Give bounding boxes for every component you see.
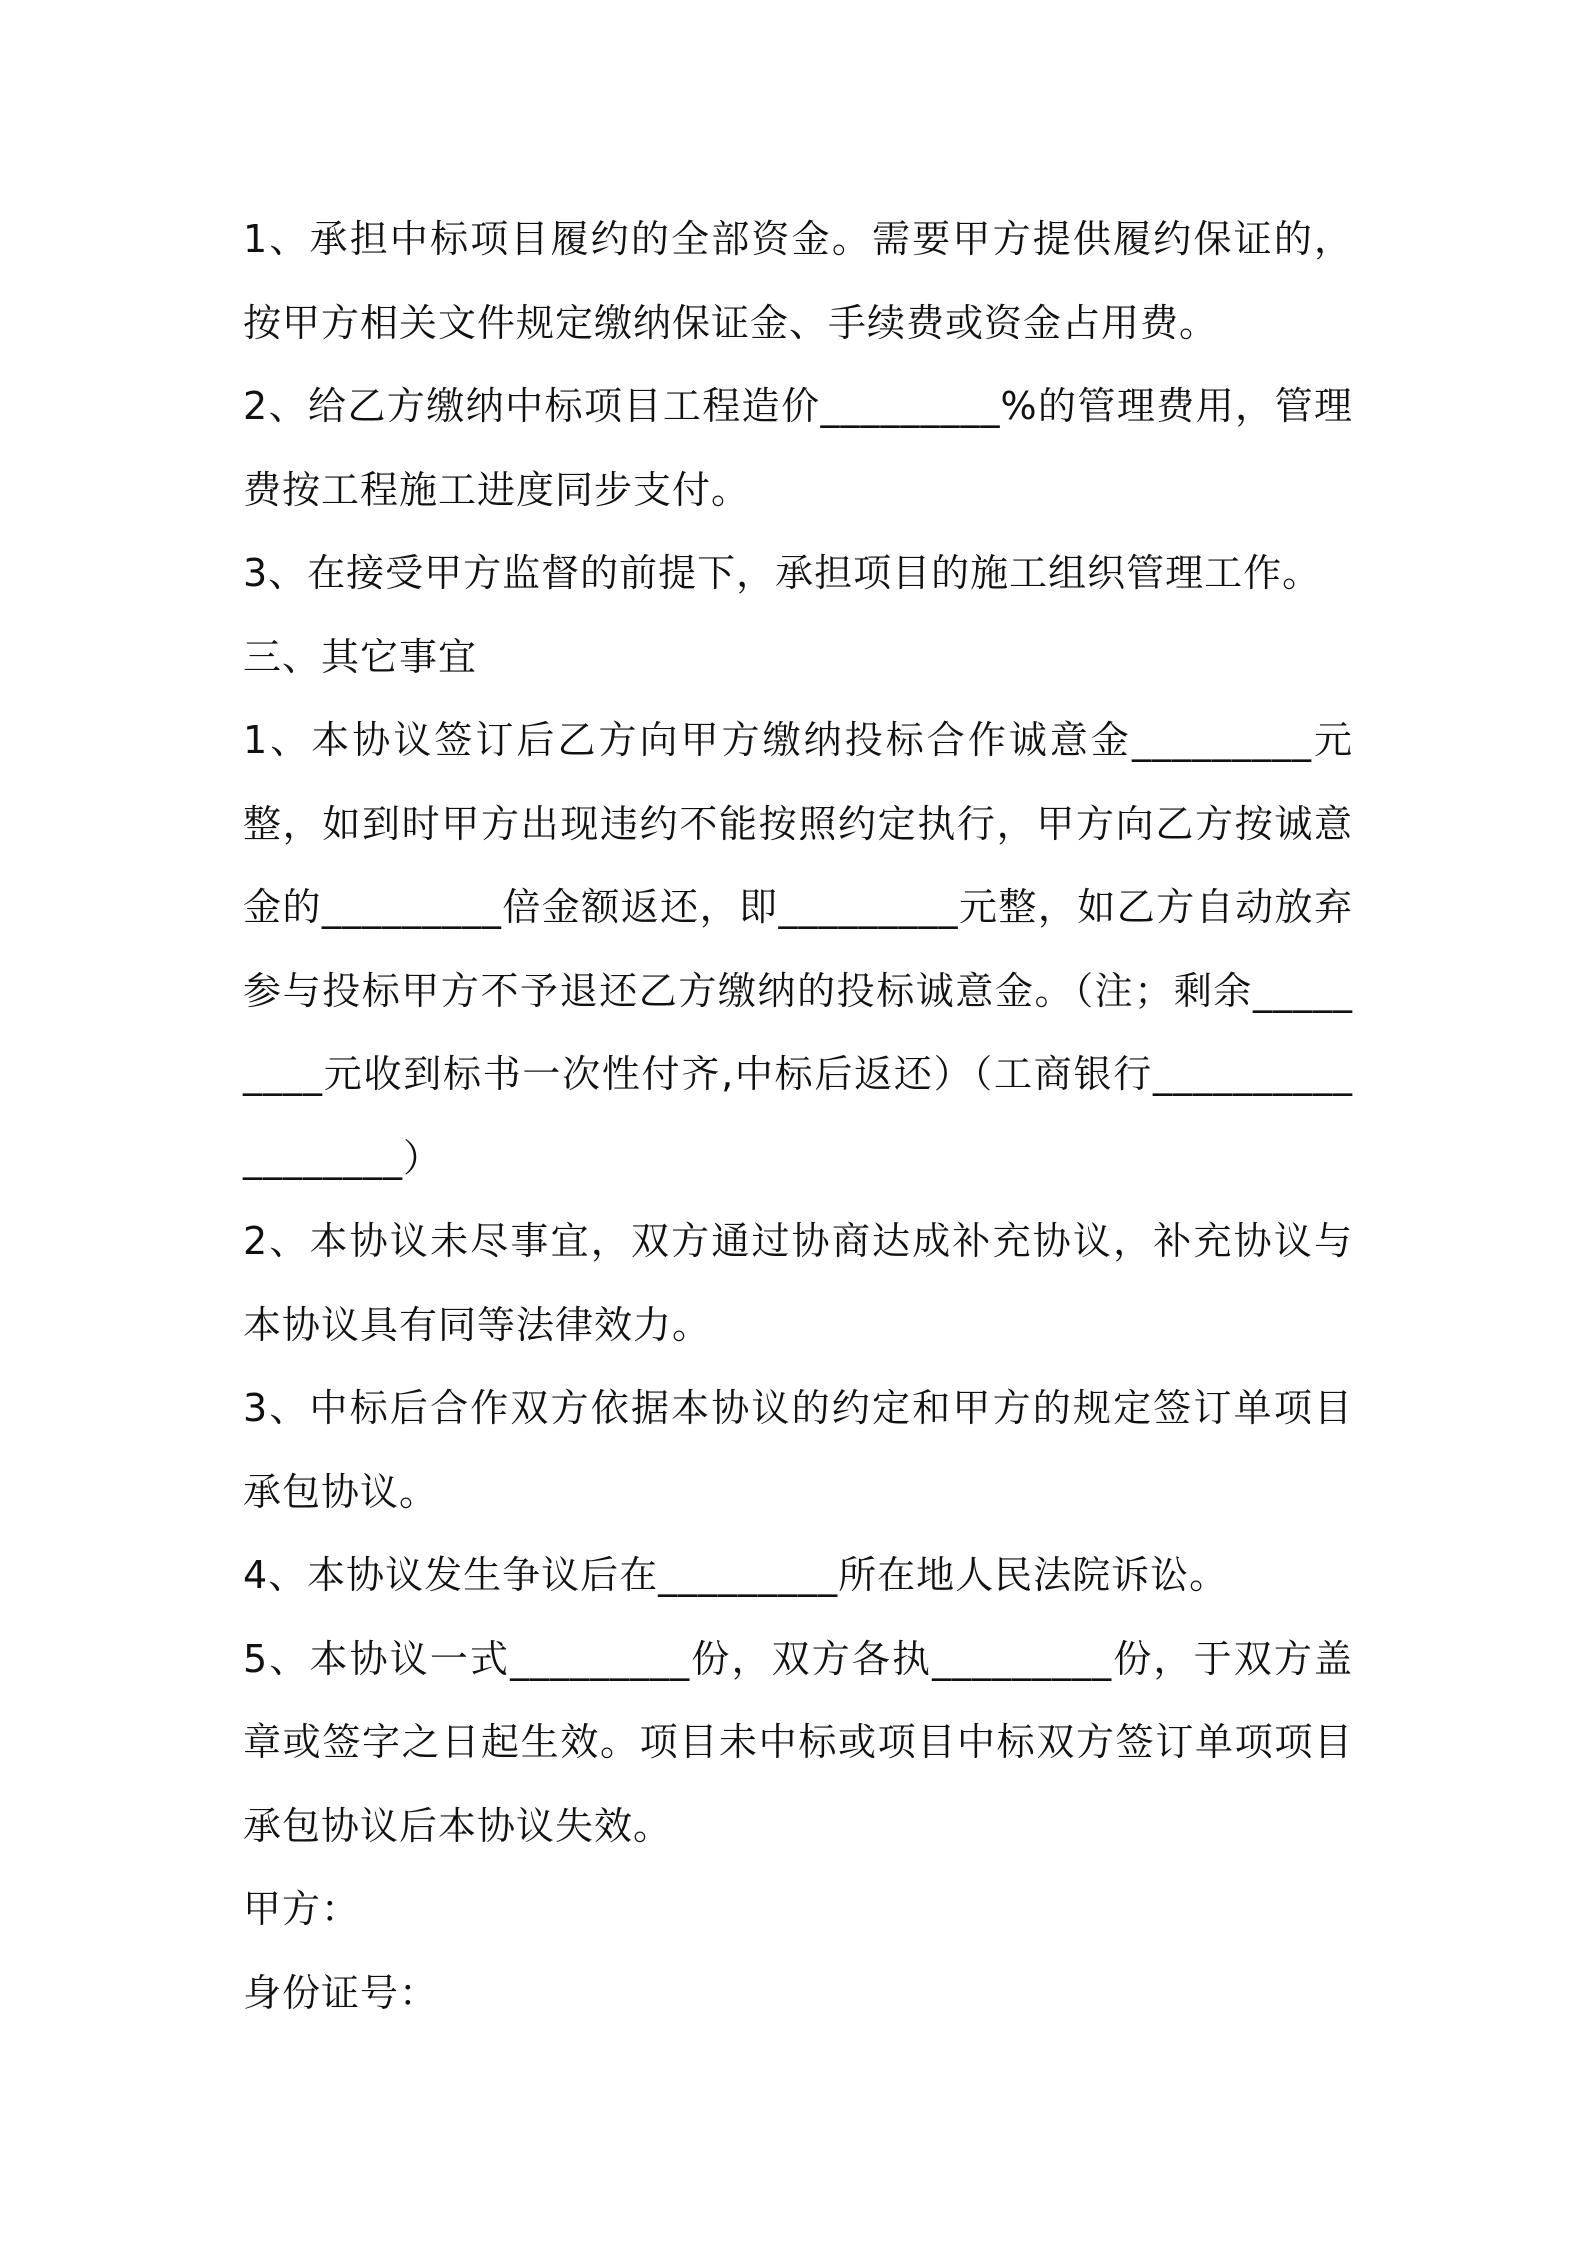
clause-other-1-deposit: 1、本协议签订后乙方向甲方缴纳投标合作诚意金_________元整，如到时甲方出现违约不能按照约定执行，甲方向乙方按诚意金的_________倍金额返还，即_________元整，如乙方自动放弃参与投标甲方不予退还乙方缴纳的投标诚意金。（注；剩余_________元收到标书一次性付齐,中标后返还）（工商银行__________________） (243, 718, 1353, 1180)
clause-3-construction-management: 3、在接受甲方监督的前提下，承担项目的施工组织管理工作。 (243, 551, 1322, 595)
clause-other-2-supplementary: 2、本协议未尽事宜，双方通过协商达成补充协议，补充协议与本协议具有同等法律效力。 (243, 1219, 1353, 1347)
clause-2-management-fee: 2、给乙方缴纳中标项目工程造价_________%的管理费用，管理费按工程施工进度同步支付。 (243, 384, 1353, 512)
id-number-label: 身份证号： (243, 1970, 439, 2015)
section-heading-other-matters: 三、其它事宜 (243, 634, 478, 679)
clause-other-5-copies: 5、本协议一式_________份，双方各执_________份，于双方盖章或签字之日起生效。项目未中标或项目中标双方签订单项项目承包协议后本协议失效。 (243, 1636, 1353, 1848)
clause-1-funding: 1、承担中标项目履约的全部资金。需要甲方提供履约保证的，按甲方相关文件规定缴纳保证金、手续费或资金占用费。 (243, 217, 1353, 345)
clause-other-4-dispute: 4、本协议发生争议后在_________所在地人民法院诉讼。 (243, 1553, 1229, 1597)
clause-other-3-contract: 3、中标后合作双方依据本协议的约定和甲方的规定签订单项目承包协议。 (243, 1386, 1353, 1514)
document-body (243, 198, 1353, 2035)
party-a-label: 甲方： (243, 1887, 361, 1931)
